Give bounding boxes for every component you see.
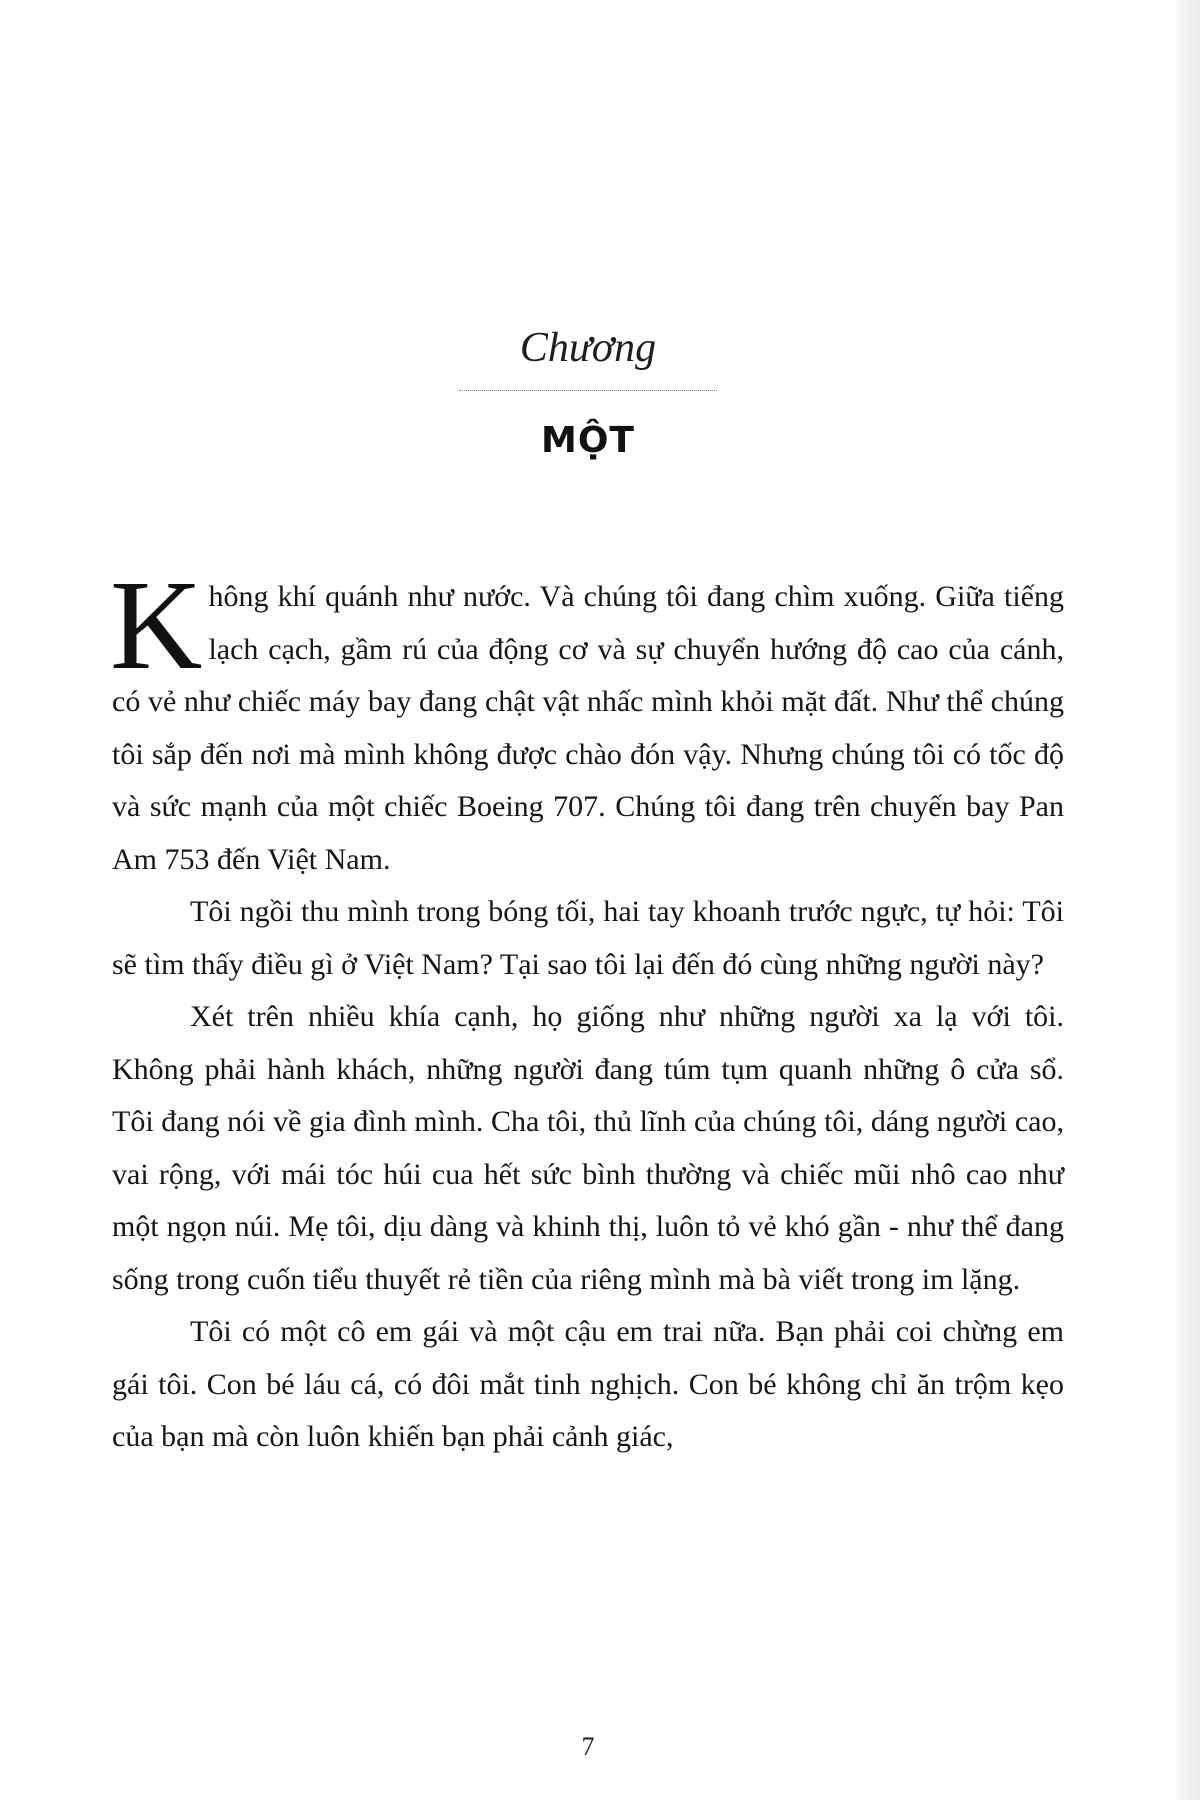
- page-number: 7: [581, 1732, 595, 1761]
- drop-cap: K: [110, 554, 203, 696]
- paragraph-1: [110, 554, 1064, 886]
- chapter-header: [0, 320, 1176, 465]
- page-edge: [1176, 0, 1200, 1800]
- paragraph-4: Tôi có một cô em gái và một cậu em trai nữa. Bạn phải coi chừng em gái tôi. Con bé láu cá, có đôi mắt tinh nghịch. Con bé không chỉ ăn trộm kẹo của bạn mà còn luôn khiến bạn phải cảnh giác,: [112, 1315, 1064, 1453]
- chapter-label: Chương: [519, 325, 657, 371]
- paragraph-1-text: hông khí quánh như nước. Và chúng tôi đang chìm xuống. Giữa tiếng lạch cạch, gầm rú của động cơ và sự chuyển hướng độ cao của cánh, có vẻ như chiếc máy bay đang chật vật nhấc mình khỏi mặt đất. Như thể chúng tôi sắp đến nơi mà mình không được chào đón vậy. Nhưng chúng tôi có tốc độ và sức mạnh của một chiếc Boeing 707. Chúng tôi đang trên chuyến bay Pan Am 753 đến Việt Nam.: [112, 580, 1064, 876]
- chapter-body: [110, 554, 1064, 1464]
- chapter-divider: [459, 390, 717, 391]
- chapter-number-title: MỘT: [541, 420, 635, 461]
- paragraph-2: Tôi ngồi thu mình trong bóng tối, hai tay khoanh trước ngực, tự hỏi: Tôi sẽ tìm thấy điều gì ở Việt Nam? Tại sao tôi lại đến đó cùng những người này?: [112, 895, 1064, 981]
- paragraph-3: Xét trên nhiều khía cạnh, họ giống như những người xa lạ với tôi. Không phải hành khách, những người đang túm tụm quanh những ô cửa sổ. Tôi đang nói về gia đình mình. Cha tôi, thủ lĩnh của chúng tôi, dáng người cao, vai rộng, với mái tóc húi cua hết sức bình thường và chiếc mũi nhô cao như một ngọn núi. Mẹ tôi, dịu dàng và khinh thị, luôn tỏ vẻ khó gần - như thể đang sống trong cuốn tiểu thuyết rẻ tiền của riêng mình mà bà viết trong im lặng.: [112, 1000, 1064, 1296]
